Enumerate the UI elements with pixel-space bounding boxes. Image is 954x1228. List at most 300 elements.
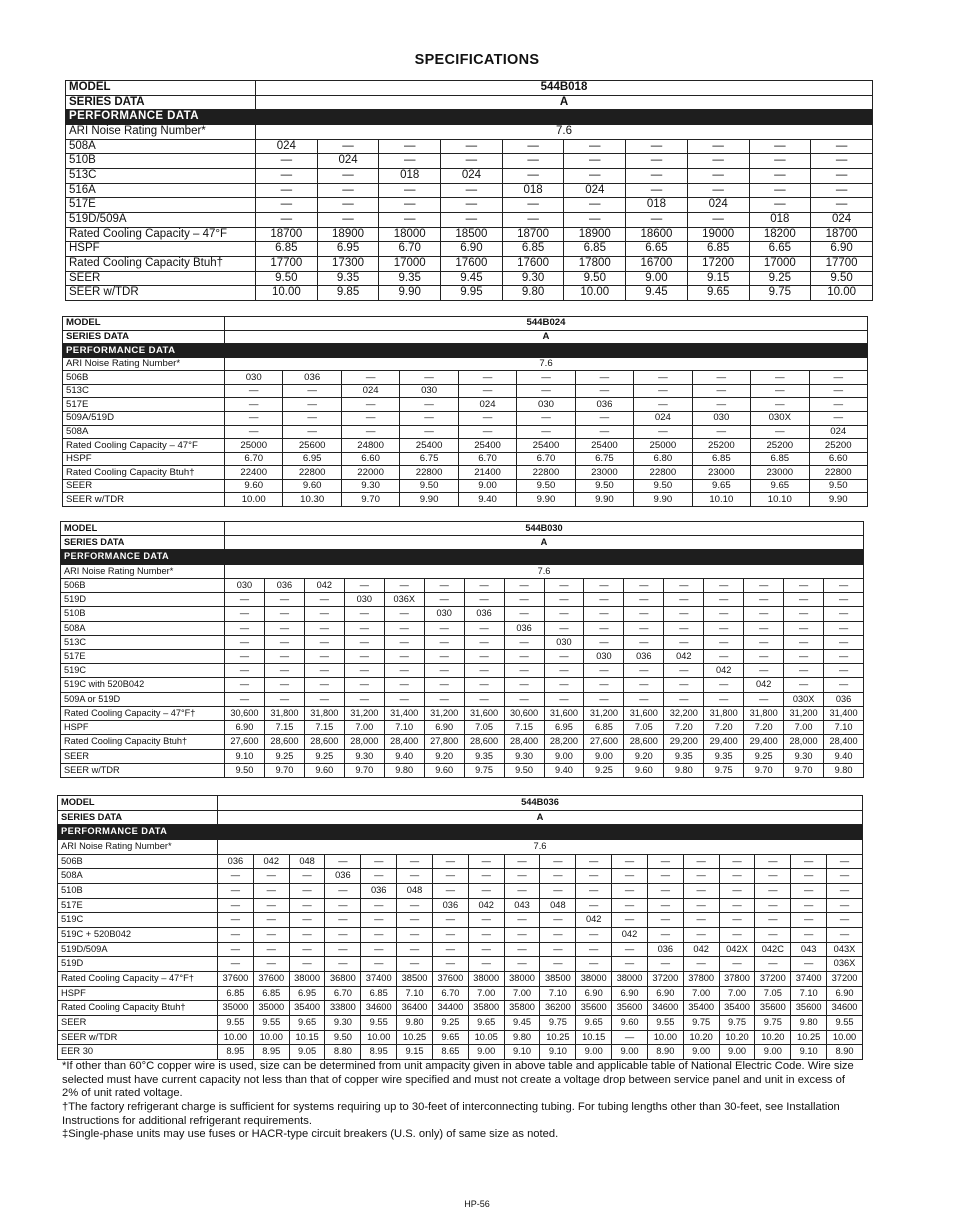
table-cell: — — [755, 898, 791, 913]
table-cell: 9.65 — [432, 1030, 468, 1045]
table-cell: 9.40 — [824, 749, 864, 763]
table-cell: 35400 — [719, 1001, 755, 1016]
table-cell: — — [379, 198, 441, 213]
model-row — [58, 796, 863, 811]
table-row — [58, 883, 863, 898]
table-cell: 6.90 — [576, 986, 612, 1001]
table-cell: 35400 — [683, 1001, 719, 1016]
table-row — [61, 706, 864, 720]
table-cell: — — [432, 927, 468, 942]
table-cell: — — [704, 678, 744, 692]
table-cell: — — [634, 371, 692, 385]
row-label: 506B — [63, 371, 225, 385]
table-cell: — — [784, 649, 824, 663]
table-cell: 6.85 — [361, 986, 397, 1001]
table-cell: 036 — [464, 607, 504, 621]
table-cell: 9.00 — [468, 1045, 504, 1060]
table-cell: — — [317, 168, 379, 183]
table-cell: — — [253, 957, 289, 972]
table-cell: — — [344, 635, 384, 649]
table-cell: 9.65 — [692, 479, 750, 493]
table-cell: — — [361, 854, 397, 869]
table-cell: — — [626, 168, 688, 183]
table-cell: — — [464, 664, 504, 678]
table-cell: 9.80 — [824, 763, 864, 777]
table-cell: — — [458, 384, 516, 398]
table-cell: — — [624, 593, 664, 607]
table-cell: — — [341, 425, 399, 439]
table-cell: — — [218, 942, 254, 957]
table-cell: 024 — [441, 168, 503, 183]
row-label: ARI Noise Rating Number* — [63, 357, 225, 371]
table-cell: — — [791, 883, 827, 898]
footnote-wire-size: *If other than 60°C copper wire is used, size can be determined from unit ampacity given in above table and applicable table of National Electric Code. Wire size selected must have current capacity not less than that of copper wire specified and must not create a voltage drop between service panel and unit in excess of 2% of unit rated voltage. — [62, 1060, 854, 1100]
row-label: 506B — [58, 854, 218, 869]
table-cell: — — [218, 913, 254, 928]
table-cell: 24800 — [341, 439, 399, 453]
table-cell: — — [464, 678, 504, 692]
table-cell: 38000 — [289, 971, 325, 986]
table-cell: 6.90 — [811, 242, 873, 257]
row-value — [218, 825, 863, 840]
table-cell: 38000 — [468, 971, 504, 986]
table-cell: 10.00 — [647, 1030, 683, 1045]
table-cell: — — [749, 139, 811, 154]
table-cell: — — [824, 593, 864, 607]
table-row — [61, 664, 864, 678]
table-cell: 10.25 — [791, 1030, 827, 1045]
table-cell: 9.95 — [441, 286, 503, 301]
row-value: A — [256, 95, 873, 110]
table-cell: — — [664, 607, 704, 621]
table-cell: 25600 — [283, 439, 341, 453]
table-cell: — — [544, 621, 584, 635]
table-cell: — — [612, 898, 648, 913]
series-row — [63, 330, 868, 344]
table-cell: — — [704, 621, 744, 635]
row-label: Rated Cooling Capacity Btuh† — [63, 466, 225, 480]
row-value: 544B018 — [256, 81, 873, 96]
table-cell: — — [744, 649, 784, 663]
table-cell: 9.35 — [704, 749, 744, 763]
row-label: SERIES DATA — [66, 95, 256, 110]
row-label: MODEL — [66, 81, 256, 96]
table-cell: 18700 — [256, 227, 318, 242]
table-cell: — — [540, 927, 576, 942]
table-cell: 31,600 — [464, 706, 504, 720]
table-cell: — — [400, 425, 458, 439]
table-cell: 7.05 — [755, 986, 791, 1001]
table-cell: 7.00 — [719, 986, 755, 1001]
table-cell: — — [517, 425, 575, 439]
table-cell: 9.65 — [289, 1015, 325, 1030]
table-cell: — — [397, 957, 433, 972]
table-row — [66, 242, 873, 257]
table-row — [61, 621, 864, 635]
table-cell: — — [584, 607, 624, 621]
table-cell: 043 — [791, 942, 827, 957]
row-label: 517E — [63, 398, 225, 412]
table-cell: — — [576, 927, 612, 942]
table-cell: — — [704, 607, 744, 621]
table-cell: — — [504, 607, 544, 621]
row-value: 544B036 — [218, 796, 863, 811]
table-cell: 37600 — [432, 971, 468, 986]
table-cell: — — [692, 425, 750, 439]
table-cell: — — [683, 854, 719, 869]
row-value: 7.6 — [225, 357, 868, 371]
table-cell: — — [626, 139, 688, 154]
table-cell: 9.50 — [809, 479, 867, 493]
table-cell: 7.00 — [683, 986, 719, 1001]
table-cell: 9.90 — [400, 493, 458, 507]
table-row — [58, 986, 863, 1001]
table-cell: — — [256, 183, 318, 198]
table-row — [61, 735, 864, 749]
table-cell: — — [304, 664, 344, 678]
table-cell: — — [464, 593, 504, 607]
table-cell: — — [687, 212, 749, 227]
table-cell: 31,800 — [264, 706, 304, 720]
table-cell: 28,600 — [464, 735, 504, 749]
table-cell: — — [719, 957, 755, 972]
table-cell: — — [687, 183, 749, 198]
table-cell: — — [384, 607, 424, 621]
table-cell: 030 — [544, 635, 584, 649]
table-cell: 6.90 — [424, 721, 464, 735]
table-cell: — — [687, 154, 749, 169]
table-row — [63, 466, 868, 480]
table-cell: 10.10 — [751, 493, 809, 507]
table-cell: 9.30 — [341, 479, 399, 493]
table-cell: — — [634, 384, 692, 398]
table-cell: — — [544, 578, 584, 592]
table-cell: 018 — [626, 198, 688, 213]
table-cell: — — [504, 649, 544, 663]
table-cell: — — [624, 635, 664, 649]
table-cell: — — [458, 411, 516, 425]
table-cell: 9.10 — [791, 1045, 827, 1060]
row-label: 519C — [61, 664, 225, 678]
table-cell: 6.95 — [544, 721, 584, 735]
table-cell: 9.80 — [384, 763, 424, 777]
table-cell: 9.20 — [424, 749, 464, 763]
table-cell: 9.75 — [755, 1015, 791, 1030]
table-cell: — — [576, 942, 612, 957]
table-cell: — — [755, 883, 791, 898]
table-cell: — — [755, 913, 791, 928]
table-cell: — — [564, 168, 626, 183]
table-cell: 25200 — [692, 439, 750, 453]
table-cell: 37800 — [683, 971, 719, 986]
table-cell: 28,200 — [544, 735, 584, 749]
table-cell: — — [504, 869, 540, 884]
table-cell: — — [283, 384, 341, 398]
table-cell: — — [824, 635, 864, 649]
table-cell: 27,600 — [225, 735, 265, 749]
table-cell: 018 — [749, 212, 811, 227]
table-cell: — — [424, 621, 464, 635]
table-cell: 28,600 — [264, 735, 304, 749]
table-cell: — — [400, 398, 458, 412]
table-row — [58, 1030, 863, 1045]
table-row — [63, 493, 868, 507]
table-cell: 6.70 — [325, 986, 361, 1001]
table-cell: — — [325, 942, 361, 957]
table-cell: 024 — [687, 198, 749, 213]
footnotes — [62, 1060, 862, 1142]
row-label: MODEL — [63, 317, 225, 331]
table-cell: — — [755, 869, 791, 884]
table-cell: 9.60 — [225, 479, 283, 493]
table-cell: 18900 — [317, 227, 379, 242]
table-cell: — — [256, 168, 318, 183]
table-cell: — — [361, 869, 397, 884]
table-cell: — — [384, 578, 424, 592]
table-cell: 25400 — [458, 439, 516, 453]
table-cell: — — [824, 621, 864, 635]
table-cell: 31,800 — [744, 706, 784, 720]
table-cell: — — [458, 371, 516, 385]
table-cell: 9.60 — [424, 763, 464, 777]
table-cell: — — [253, 942, 289, 957]
table-cell: — — [225, 692, 265, 706]
table-cell: 17700 — [256, 256, 318, 271]
table-cell: 7.00 — [468, 986, 504, 1001]
table-cell: — — [517, 384, 575, 398]
table-cell: — — [325, 854, 361, 869]
table-cell: 042 — [683, 942, 719, 957]
table-cell: 7.15 — [264, 721, 304, 735]
table-cell: — — [683, 913, 719, 928]
table-cell: 23000 — [692, 466, 750, 480]
row-label: 519D — [58, 957, 218, 972]
table-cell: 6.90 — [612, 986, 648, 1001]
table-row — [58, 971, 863, 986]
table-cell: — — [784, 578, 824, 592]
table-cell: 030 — [400, 384, 458, 398]
table-cell: — — [626, 154, 688, 169]
table-cell: — — [744, 578, 784, 592]
table-cell: — — [344, 578, 384, 592]
table-cell: — — [424, 593, 464, 607]
table-cell: — — [824, 578, 864, 592]
table-cell: 17200 — [687, 256, 749, 271]
table-cell: — — [744, 593, 784, 607]
table-cell: 7.15 — [504, 721, 544, 735]
performance-header — [66, 110, 873, 125]
table-cell: — — [317, 212, 379, 227]
table-cell: — — [612, 854, 648, 869]
table-cell: — — [424, 649, 464, 663]
table-cell: 35800 — [504, 1001, 540, 1016]
table-cell: 024 — [564, 183, 626, 198]
table-cell: 7.10 — [824, 721, 864, 735]
table-cell: — — [225, 678, 265, 692]
table-cell: 024 — [317, 154, 379, 169]
table-cell: 9.50 — [811, 271, 873, 286]
table-cell: 8.65 — [432, 1045, 468, 1060]
table-cell: 024 — [256, 139, 318, 154]
table-cell: — — [304, 649, 344, 663]
table-cell: 036 — [575, 398, 633, 412]
table-cell: 22800 — [400, 466, 458, 480]
table-cell: 9.00 — [576, 1045, 612, 1060]
table-cell: — — [344, 678, 384, 692]
table-cell: — — [634, 425, 692, 439]
table-cell: 036X — [384, 593, 424, 607]
table-cell: — — [584, 593, 624, 607]
table-cell: — — [824, 607, 864, 621]
table-cell: — — [664, 621, 704, 635]
table-cell: 6.85 — [218, 986, 254, 1001]
table-cell: 35600 — [791, 1001, 827, 1016]
table-cell: — — [809, 411, 867, 425]
table-cell: 8.90 — [647, 1045, 683, 1060]
table-cell: — — [751, 384, 809, 398]
table-cell: 36400 — [397, 1001, 433, 1016]
table-cell: 024 — [341, 384, 399, 398]
row-label: 517E — [66, 198, 256, 213]
table-cell: 042 — [664, 649, 704, 663]
row-label: 509A or 519D — [61, 692, 225, 706]
table-cell: 036 — [325, 869, 361, 884]
row-label: MODEL — [61, 522, 225, 536]
table-cell: 10.20 — [683, 1030, 719, 1045]
row-label: HSPF — [63, 452, 225, 466]
row-label: HSPF — [58, 986, 218, 1001]
series-row — [66, 95, 873, 110]
table-cell: 6.95 — [283, 452, 341, 466]
table-cell: 9.30 — [504, 749, 544, 763]
table-row — [66, 168, 873, 183]
table-cell: — — [441, 139, 503, 154]
table-cell: — — [400, 371, 458, 385]
table-cell: 25200 — [751, 439, 809, 453]
table-cell: 9.45 — [441, 271, 503, 286]
table-cell: 31,400 — [384, 706, 424, 720]
table-cell: — — [325, 898, 361, 913]
noise-rating-row — [66, 124, 873, 139]
table-cell: 9.55 — [253, 1015, 289, 1030]
spec-table-544b024 — [62, 316, 868, 507]
table-cell: — — [264, 621, 304, 635]
table-cell: 9.65 — [751, 479, 809, 493]
table-cell: — — [218, 927, 254, 942]
table-row — [61, 763, 864, 777]
table-cell: 38000 — [576, 971, 612, 986]
row-label: 508A — [66, 139, 256, 154]
table-cell: — — [424, 578, 464, 592]
table-cell: 22000 — [341, 466, 399, 480]
row-label: SEER — [63, 479, 225, 493]
table-cell: 10.00 — [218, 1030, 254, 1045]
table-row — [58, 913, 863, 928]
table-cell: — — [692, 371, 750, 385]
table-cell: 28,000 — [344, 735, 384, 749]
table-cell: — — [749, 183, 811, 198]
table-cell: — — [289, 957, 325, 972]
table-cell: 6.85 — [256, 242, 318, 257]
table-cell: 036 — [361, 883, 397, 898]
table-cell: — — [584, 692, 624, 706]
table-cell: 6.90 — [225, 721, 265, 735]
table-cell: — — [441, 212, 503, 227]
table-cell: 9.50 — [400, 479, 458, 493]
table-cell: 37400 — [361, 971, 397, 986]
table-cell: — — [827, 913, 863, 928]
table-cell: 9.65 — [687, 286, 749, 301]
table-cell: — — [464, 635, 504, 649]
table-cell: 042X — [719, 942, 755, 957]
table-cell: — — [540, 957, 576, 972]
table-cell: — — [811, 198, 873, 213]
table-cell: — — [225, 593, 265, 607]
table-cell: 048 — [289, 854, 325, 869]
table-cell: 036 — [504, 621, 544, 635]
table-cell: 9.10 — [225, 749, 265, 763]
table-cell: — — [751, 371, 809, 385]
table-row — [58, 1045, 863, 1060]
model-row — [66, 81, 873, 96]
table-cell: 9.30 — [502, 271, 564, 286]
table-row — [66, 271, 873, 286]
table-cell: 9.60 — [283, 479, 341, 493]
table-cell: — — [253, 913, 289, 928]
table-cell: 38500 — [397, 971, 433, 986]
table-cell: — — [664, 692, 704, 706]
table-cell: 9.00 — [584, 749, 624, 763]
table-cell: — — [361, 898, 397, 913]
row-label: 510B — [61, 607, 225, 621]
table-cell: 10.00 — [361, 1030, 397, 1045]
table-cell: — — [325, 913, 361, 928]
table-cell: 29,400 — [704, 735, 744, 749]
table-cell: 042 — [468, 898, 504, 913]
table-cell: 6.85 — [253, 986, 289, 1001]
table-cell: — — [744, 692, 784, 706]
table-cell: — — [464, 621, 504, 635]
table-cell: 31,200 — [584, 706, 624, 720]
table-cell: 9.35 — [664, 749, 704, 763]
table-cell: — — [827, 927, 863, 942]
table-cell: 9.70 — [784, 763, 824, 777]
performance-header — [58, 825, 863, 840]
table-cell: 7.20 — [744, 721, 784, 735]
table-cell: 38500 — [540, 971, 576, 986]
table-cell: 036 — [824, 692, 864, 706]
table-cell: — — [540, 854, 576, 869]
table-cell: 27,800 — [424, 735, 464, 749]
table-cell: — — [304, 635, 344, 649]
row-value: 544B024 — [225, 317, 868, 331]
table-cell: — — [564, 212, 626, 227]
table-cell: 10.20 — [719, 1030, 755, 1045]
table-cell: — — [811, 154, 873, 169]
table-cell: 6.90 — [647, 986, 683, 1001]
table-cell: 9.85 — [317, 286, 379, 301]
table-cell: 23000 — [575, 466, 633, 480]
row-label: 508A — [61, 621, 225, 635]
table-cell: — — [576, 957, 612, 972]
table-cell: 030 — [517, 398, 575, 412]
table-cell: 25000 — [225, 439, 283, 453]
table-cell: — — [784, 635, 824, 649]
table-cell: 9.60 — [304, 763, 344, 777]
row-label: SERIES DATA — [61, 536, 225, 550]
table-cell: — — [264, 635, 304, 649]
table-cell: — — [264, 593, 304, 607]
